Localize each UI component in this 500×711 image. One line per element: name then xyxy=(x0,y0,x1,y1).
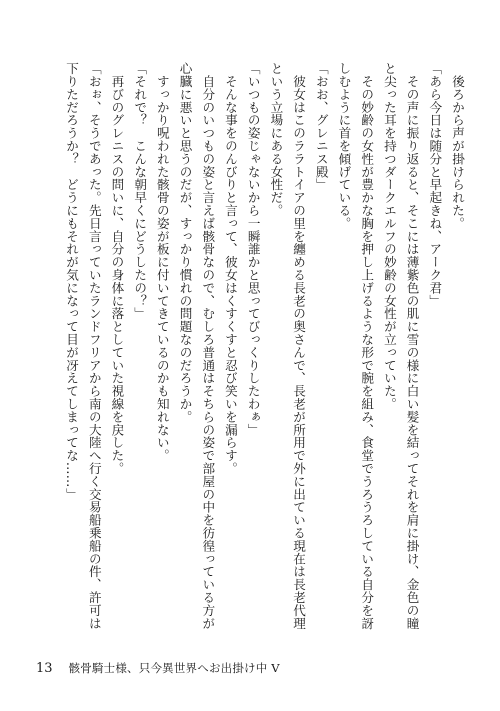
text-line: 彼女はこのララトイアの里を纏める長老の奥さんで、長老が所用で外に出ている現在は長老代理 xyxy=(291,62,307,630)
text-line: しむように首を傾げている。 xyxy=(336,62,352,230)
text-line: そんな事をのんびりと言って、彼女はくすくすと忍び笑いを漏らす。 xyxy=(222,62,238,475)
text-line: 後ろから声が掛けられた。 xyxy=(450,62,465,230)
page-number: 13 xyxy=(36,661,53,676)
text-line: 「あら今日は随分と早起きね、アーク君」 xyxy=(427,62,443,308)
text-line: 「おぉ、そうであった。先日言っていたランドフリアから南の大陸へ行く交易船乗船の件、許可は xyxy=(86,62,102,630)
text-line: 自分のいつもの姿と言えば骸骨なので、むしろ普通はそちらの姿で部屋の中を彷徨っている方が xyxy=(200,62,216,630)
text-line: すっかり呪われた骸骨の姿が板に付いてきているのかも知れない。 xyxy=(154,62,170,462)
text-line: その妙齢の女性が豊かな胸を押し上げるような形で腕を組み、食堂でうろうろしている自分を訝 xyxy=(359,62,375,630)
text-line: と尖った耳を持つダークエルフの妙齢の女性が立っていた。 xyxy=(381,62,397,411)
text-line: 再びのグレニスの問いに、自分の身体に落としていた視線を戻した。 xyxy=(109,62,125,475)
page-footer xyxy=(36,660,280,676)
text-line: 「おお、グレニス殿」 xyxy=(313,62,329,191)
text-line: 「いつもの姿じゃないから一瞬誰かと思ってびっくりしたわぁ」 xyxy=(245,62,261,437)
text-line: その声に振り返ると、そこには薄紫色の肌に雪の様に白い髪を結ってそれを肩に掛け、金色の瞳 xyxy=(404,62,420,630)
vertical-body-text xyxy=(32,62,468,634)
text-line: という立場にある女性だ。 xyxy=(268,62,284,217)
running-title: 骸骨騎士様、只今異世界へお出掛け中 V xyxy=(68,661,280,675)
text-line: 「それで？ こんな朝早くにどうしたの？」 xyxy=(132,62,148,320)
text-line: 下りただろうか？ どうにもそれが気になって目が冴えてしまってな……」 xyxy=(64,62,80,501)
text-line: 心臓に悪いと思うのだが、すっかり慣れの問題なのだろうか。 xyxy=(177,62,193,424)
